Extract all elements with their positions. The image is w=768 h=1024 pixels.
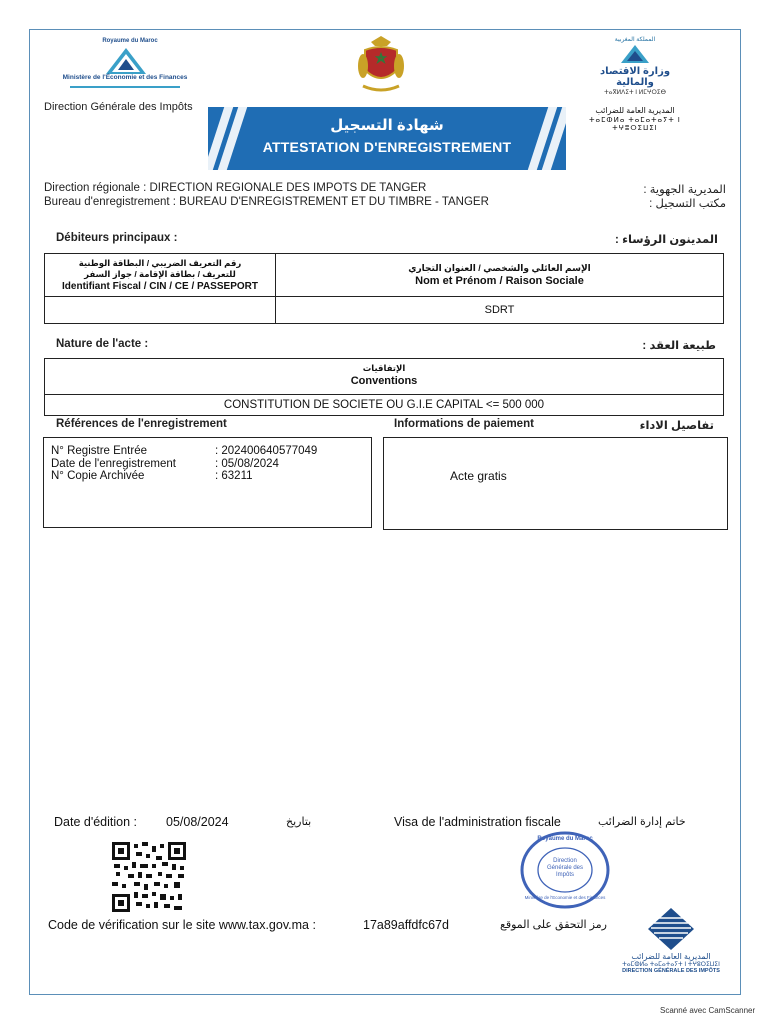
qr-code-icon bbox=[112, 842, 186, 912]
nature-box bbox=[44, 358, 724, 416]
list-item bbox=[51, 470, 317, 483]
logo-right-kingdom: المملكة المغربية bbox=[614, 37, 656, 43]
direction-regionale-ar: المديرية الجهوية : bbox=[643, 184, 726, 196]
ref-key: N° Registre Entrée bbox=[51, 445, 147, 457]
dgi-bottom-fr: DIRECTION GÉNÉRALE DES IMPÔTS bbox=[622, 968, 720, 974]
royal-crest-icon bbox=[357, 36, 405, 96]
nature-header-fr: Conventions bbox=[350, 375, 418, 387]
dgi-bottom-tifinagh: ⵜⴰⵎⵀⵍⴰ ⵜⴰⵎⴰⵜⴰⵢⵜ ⵏ ⵜⵖⵓⵔⵉⵡⵉⵏ bbox=[622, 962, 720, 968]
dgi-logo-bottom bbox=[618, 907, 724, 987]
paiement-label: Informations de paiement bbox=[394, 418, 534, 430]
dgi-diamond-icon bbox=[646, 907, 696, 951]
stamp-center-text: Direction Générale des Impôts bbox=[546, 858, 584, 878]
references-label: Références de l'enregistrement bbox=[56, 418, 227, 430]
title-fr: ATTESTATION D'ENREGISTREMENT bbox=[262, 139, 512, 155]
list-item bbox=[51, 445, 317, 458]
nature-value: CONSTITUTION DE SOCIETE OU G.I.E CAPITAL <= 500 000 bbox=[223, 399, 545, 411]
debiteurs-label-ar: المدينون الرؤساء : bbox=[615, 234, 718, 246]
logo-right-ministry: وزارة الاقتصاد والمالية bbox=[599, 66, 671, 88]
paiement-box bbox=[383, 437, 728, 530]
official-stamp bbox=[519, 830, 611, 910]
date-edition-value: 05/08/2024 bbox=[166, 815, 229, 829]
bureau-enregistrement-ar: مكتب التسجيل : bbox=[649, 198, 726, 210]
pyramid-logo-icon bbox=[620, 44, 650, 64]
ref-value: : 63211 bbox=[215, 470, 253, 482]
verification-code: 17a89affdfc67d bbox=[363, 918, 449, 932]
col1-fr: Identifiant Fiscal / CIN / CE / PASSEPORT bbox=[62, 280, 258, 292]
col2-fr: Nom et Prénom / Raison Sociale bbox=[415, 274, 584, 287]
direction-regionale: Direction régionale : DIRECTION REGIONALE DES IMPOTS DE TANGER bbox=[44, 182, 427, 194]
ref-key: N° Copie Archivée bbox=[51, 470, 145, 482]
col1-ar-2: للتعريف / بطاقة الإقامة / جواز السفر bbox=[84, 268, 236, 279]
visa-label-ar: خاتم إدارة الضرائب bbox=[598, 816, 686, 828]
nature-header-ar: الإتفاقيات bbox=[362, 363, 406, 373]
paiement-label-ar: تفاصيل الاداء bbox=[639, 420, 714, 432]
logo-right-dgi-ar: المديرية العامة للضرائب bbox=[595, 106, 675, 115]
references-list bbox=[51, 445, 317, 483]
ref-value: : 202400640577049 bbox=[215, 445, 318, 457]
table-header-name bbox=[276, 254, 724, 297]
ref-value: : 05/08/2024 bbox=[215, 457, 279, 470]
table-header-row bbox=[45, 254, 724, 297]
logo-right-dgi-tifinagh: ⵜⴰⵎⵀⵍⴰ ⵜⴰⵎⴰⵜⴰⵢⵜ ⵏ ⵜⵖⵓⵔⵉⵡⵉⵏ bbox=[589, 117, 681, 132]
col2-ar: الإسم العائلي والشخصي / العنوان التجاري bbox=[408, 262, 591, 273]
debiteurs-table bbox=[44, 253, 724, 324]
nature-label-ar: طبيعة العقد : bbox=[642, 340, 716, 352]
debiteur-id bbox=[45, 297, 276, 324]
nature-label: Nature de l'acte : bbox=[56, 338, 149, 350]
debiteur-name: SDRT bbox=[276, 297, 724, 324]
dgi-label-fr: Direction Générale des Impôts bbox=[44, 101, 193, 113]
date-edition-label: Date d'édition : bbox=[54, 815, 137, 829]
dgi-bottom-ar: المديرية العامة للضرائب bbox=[631, 952, 711, 961]
date-edition-ar: بتاريخ bbox=[286, 816, 312, 828]
camscanner-watermark: Scanné avec CamScanner bbox=[660, 1006, 756, 1015]
col1-ar-1: رقم التعريف الضريبي / البطاقة الوطنية bbox=[78, 257, 242, 268]
ministry-logo-right bbox=[580, 36, 690, 132]
paiement-value: Acte gratis bbox=[450, 469, 507, 483]
verification-label: Code de vérification sur le site www.tax.gov.ma : bbox=[48, 918, 316, 932]
stamp-top-text: Royaume du Maroc bbox=[537, 836, 593, 842]
visa-label: Visa de l'administration fiscale bbox=[394, 815, 561, 829]
title-ar: شهادة التسجيل bbox=[330, 117, 444, 134]
logo-underline bbox=[70, 86, 180, 88]
ministry-logo-left bbox=[60, 38, 190, 100]
stamp-bottom-text: Ministère de l'Economie et des Finances bbox=[524, 895, 606, 900]
pyramid-logo-icon bbox=[104, 46, 148, 76]
references-box bbox=[43, 437, 372, 528]
table-header-id bbox=[45, 254, 276, 297]
table-row bbox=[45, 297, 724, 324]
title-banner bbox=[208, 107, 566, 170]
bureau-enregistrement: Bureau d'enregistrement : BUREAU D'ENREGISTREMENT ET DU TIMBRE - TANGER bbox=[44, 196, 489, 208]
logo-kingdom-text: Royaume du Maroc bbox=[102, 38, 158, 44]
logo-right-tifinagh: ⵜⴰⴳⵍⴷⵉⵜ ⵏ ⵍⵎⵖⵔⵉⴱ bbox=[604, 90, 666, 96]
nature-divider bbox=[45, 394, 723, 395]
logo-ministry-text: Ministère de l'Économie et des Finances bbox=[62, 74, 188, 81]
ref-key: Date de l'enregistrement bbox=[51, 457, 176, 470]
list-item bbox=[51, 458, 317, 471]
verification-label-ar: رمز التحقق على الموقع bbox=[500, 919, 607, 931]
debiteurs-label: Débiteurs principaux : bbox=[56, 232, 178, 244]
